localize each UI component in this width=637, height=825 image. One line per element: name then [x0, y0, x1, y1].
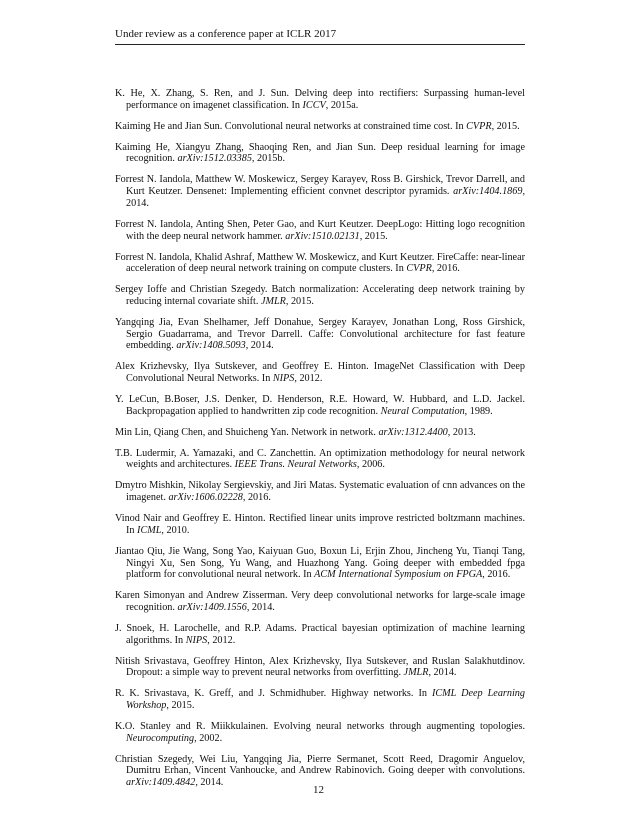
reference-year: , 2015b. — [251, 153, 286, 165]
reference-title: Convolutional neural networks at constrained time cost. In — [224, 120, 467, 132]
reference-item — [115, 721, 525, 744]
reference-authors: Forrest N. Iandola, Khalid Ashraf, Matthew W. Moskewicz, and Kurt Keutzer. — [115, 251, 437, 263]
reference-venue: ICML — [137, 524, 162, 536]
reference-venue: Neurocomputing — [126, 732, 195, 744]
reference-item — [115, 623, 525, 646]
reference-year: , 2014. — [126, 186, 525, 209]
reference-title: Highway networks. In — [331, 688, 432, 700]
reference-venue: NIPS — [185, 634, 208, 646]
reference-item — [115, 427, 525, 439]
reference-venue: arXiv:1512.03385 — [177, 153, 252, 165]
reference-venue: ICML Deep Learning Workshop — [126, 688, 525, 712]
reference-authors: Jiantao Qiu, Jie Wang, Song Yao, Kaiyuan Guo, Boxun Li, Erjin Zhou, Jincheng Yu, Tianqi Tang, Ningyi Xu, Sen Song, Yu Wang, and Huazhong Yang. — [115, 545, 525, 569]
reference-venue: arXiv:1510.02131 — [285, 230, 360, 242]
reference-year: , 2016. — [482, 569, 511, 581]
reference-authors: K. He, X. Zhang, S. Ren, and J. Sun. — [115, 88, 295, 99]
reference-venue: arXiv:1409.4842 — [126, 777, 196, 789]
reference-authors: R. K. Srivastava, K. Greff, and J. Schmidhuber. — [115, 688, 332, 700]
reference-venue: ACM International Symposium on FPGA — [314, 569, 483, 581]
reference-venue: JMLR — [260, 295, 286, 307]
reference-year: , 2015a. — [325, 99, 359, 111]
reference-title: FireCaffe: near-linear acceleration of deep neural network training on compute clusters. In — [126, 251, 525, 275]
reference-item — [115, 394, 525, 417]
reference-title: Backpropagation applied to handwritten zip code recognition. — [126, 405, 381, 417]
reference-item — [115, 448, 525, 471]
reference-authors: Vinod Nair and Geoffrey E. Hinton. — [115, 513, 269, 525]
reference-venue: NIPS — [272, 373, 295, 385]
reference-authors: J. Snoek, H. Larochelle, and R.P. Adams. — [115, 622, 302, 634]
reference-year: , 1989. — [464, 405, 493, 417]
reference-authors: K.O. Stanley and R. Miikkulainen. — [115, 721, 274, 733]
reference-year: , 2015. — [359, 230, 388, 242]
reference-item — [115, 513, 525, 536]
reference-authors: Y. LeCun, B.Boser, J.S. Denker, D. Henderson, R.E. Howard, W. Hubbard, and L.D. Jackel. — [115, 394, 525, 406]
reference-authors: Min Lin, Qiang Chen, and Shuicheng Yan. — [115, 426, 292, 438]
reference-title: Network in network. — [291, 426, 379, 438]
reference-title: Systematic evaluation of cnn advances on the imagenet. — [126, 480, 525, 504]
reference-authors: Yangqing Jia, Evan Shelhamer, Jeff Donahue, Sergey Karayev, Jonathan Long, Ross Girshick, Sergio Guadarrama, and Trevor Darrell. — [115, 316, 525, 340]
reference-title: Evolving neural networks through augmenting topologies. — [273, 721, 526, 733]
reference-item — [115, 590, 525, 613]
reference-item — [115, 688, 525, 711]
reference-venue: JMLR — [403, 667, 429, 679]
reference-title: Going deeper with embedded fpga platform for convolutional neural network. In — [126, 557, 525, 581]
reference-item — [115, 88, 525, 111]
reference-venue: IEEE Trans. Neural Networks — [234, 459, 357, 471]
header-rule — [115, 44, 525, 45]
reference-title: DeepLogo: Hitting logo recognition with the deep neural network hammer. — [126, 218, 525, 242]
reference-venue: arXiv:1408.5093 — [176, 340, 246, 352]
reference-venue: CVPR — [466, 120, 492, 132]
reference-venue: arXiv:1404.1869 — [453, 186, 523, 198]
reference-list — [115, 88, 525, 798]
reference-year: , 2016. — [242, 492, 271, 504]
reference-authors: Dmytro Mishkin, Nikolay Sergievskiy, and Jiri Matas. — [115, 480, 340, 492]
reference-venue: arXiv:1409.1556 — [177, 601, 247, 613]
reference-title: Densenet: Implementing efficient convnet descriptor pyramids. — [186, 186, 454, 198]
reference-title: Going deeper with convolutions. — [388, 765, 525, 777]
reference-title: Batch normalization: Accelerating deep network training by reducing internal covariate shift. — [126, 284, 525, 307]
reference-title: Rectified linear units improve restricted boltzmann machines. In — [126, 513, 525, 536]
reference-venue: CVPR — [406, 263, 432, 275]
reference-authors: Sergey Ioffe and Christian Szegedy. — [115, 284, 272, 296]
reference-authors: Kaiming He and Jian Sun. — [115, 120, 225, 132]
reference-title: Very deep convolutional networks for large-scale image recognition. — [126, 590, 525, 613]
reference-title: Dropout: a simple way to prevent neural networks from overfitting. — [126, 667, 404, 679]
reference-year: , 2012. — [207, 634, 236, 646]
reference-item — [115, 656, 525, 679]
reference-venue: Neural Computation — [380, 405, 465, 417]
running-header: Under review as a conference paper at ICLR 2017 — [115, 28, 337, 40]
reference-authors: Nitish Srivastava, Geoffrey Hinton, Alex Krizhevsky, Ilya Sutskever, and Ruslan Salakhutdinov. — [115, 655, 525, 667]
reference-authors: Karen Simonyan and Andrew Zisserman. — [115, 590, 291, 602]
reference-item — [115, 284, 525, 307]
reference-item — [115, 546, 525, 581]
reference-year: , 2012. — [294, 373, 323, 385]
reference-year: , 2002. — [194, 732, 223, 744]
page-number: 12 — [313, 784, 324, 796]
reference-item — [115, 142, 525, 165]
reference-title: An optimization methodology for neural network weights and architectures. — [126, 447, 525, 471]
reference-item — [115, 480, 525, 503]
reference-authors: Kaiming He, Xiangyu Zhang, Shaoqing Ren, and Jian Sun. — [115, 141, 381, 153]
reference-item — [115, 219, 525, 242]
reference-year: , 2015. — [285, 295, 314, 307]
reference-item — [115, 174, 525, 209]
reference-venue: ICCV — [302, 99, 326, 111]
reference-year: , 2006. — [356, 459, 385, 471]
reference-year: , 2014. — [195, 777, 224, 789]
reference-authors: Christian Szegedy, Wei Liu, Yangqing Jia, Pierre Sermanet, Scott Reed, Dragomir Anguelov, Dumitru Erhan, Vincent Vanhoucke, and Andrew Rabinovich. — [115, 753, 525, 777]
reference-year: , 2016. — [431, 263, 460, 275]
reference-title: Practical bayesian optimization of machine learning algorithms. In — [126, 622, 525, 646]
reference-year: , 2014. — [428, 667, 457, 679]
reference-venue: arXiv:1312.4400 — [378, 426, 448, 438]
reference-authors: Forrest N. Iandola, Matthew W. Moskewicz, Sergey Karayev, Ross B. Girshick, Trevor Darrell, and Kurt Keutzer. — [115, 174, 525, 198]
reference-year: , 2013. — [447, 426, 476, 438]
reference-authors: Forrest N. Iandola, Anting Shen, Peter Gao, and Kurt Keutzer. — [115, 218, 377, 230]
reference-year: , 2014. — [246, 601, 275, 613]
reference-item — [115, 361, 525, 384]
reference-venue: arXiv:1606.02228 — [168, 492, 243, 504]
reference-item — [115, 252, 525, 275]
reference-year: , 2015. — [491, 120, 520, 132]
reference-year: , 2010. — [161, 524, 190, 536]
reference-item — [115, 121, 525, 133]
reference-year: , 2014. — [245, 340, 274, 352]
reference-authors: T.B. Ludermir, A. Yamazaki, and C. Zanchettin. — [115, 447, 319, 459]
reference-title: Deep residual learning for image recognition. — [126, 141, 525, 165]
reference-title: Delving deep into rectifiers: Surpassing human-level performance on imagenet classification. In — [126, 88, 525, 111]
reference-title: Caffe: Convolutional architecture for fast feature embedding. — [126, 328, 526, 352]
reference-year: , 2015. — [166, 700, 195, 712]
reference-authors: Alex Krizhevsky, Ilya Sutskever, and Geoffrey E. Hinton. — [115, 361, 374, 373]
reference-title: ImageNet Classification with Deep Convolutional Neural Networks. In — [126, 361, 525, 385]
reference-item — [115, 317, 525, 352]
